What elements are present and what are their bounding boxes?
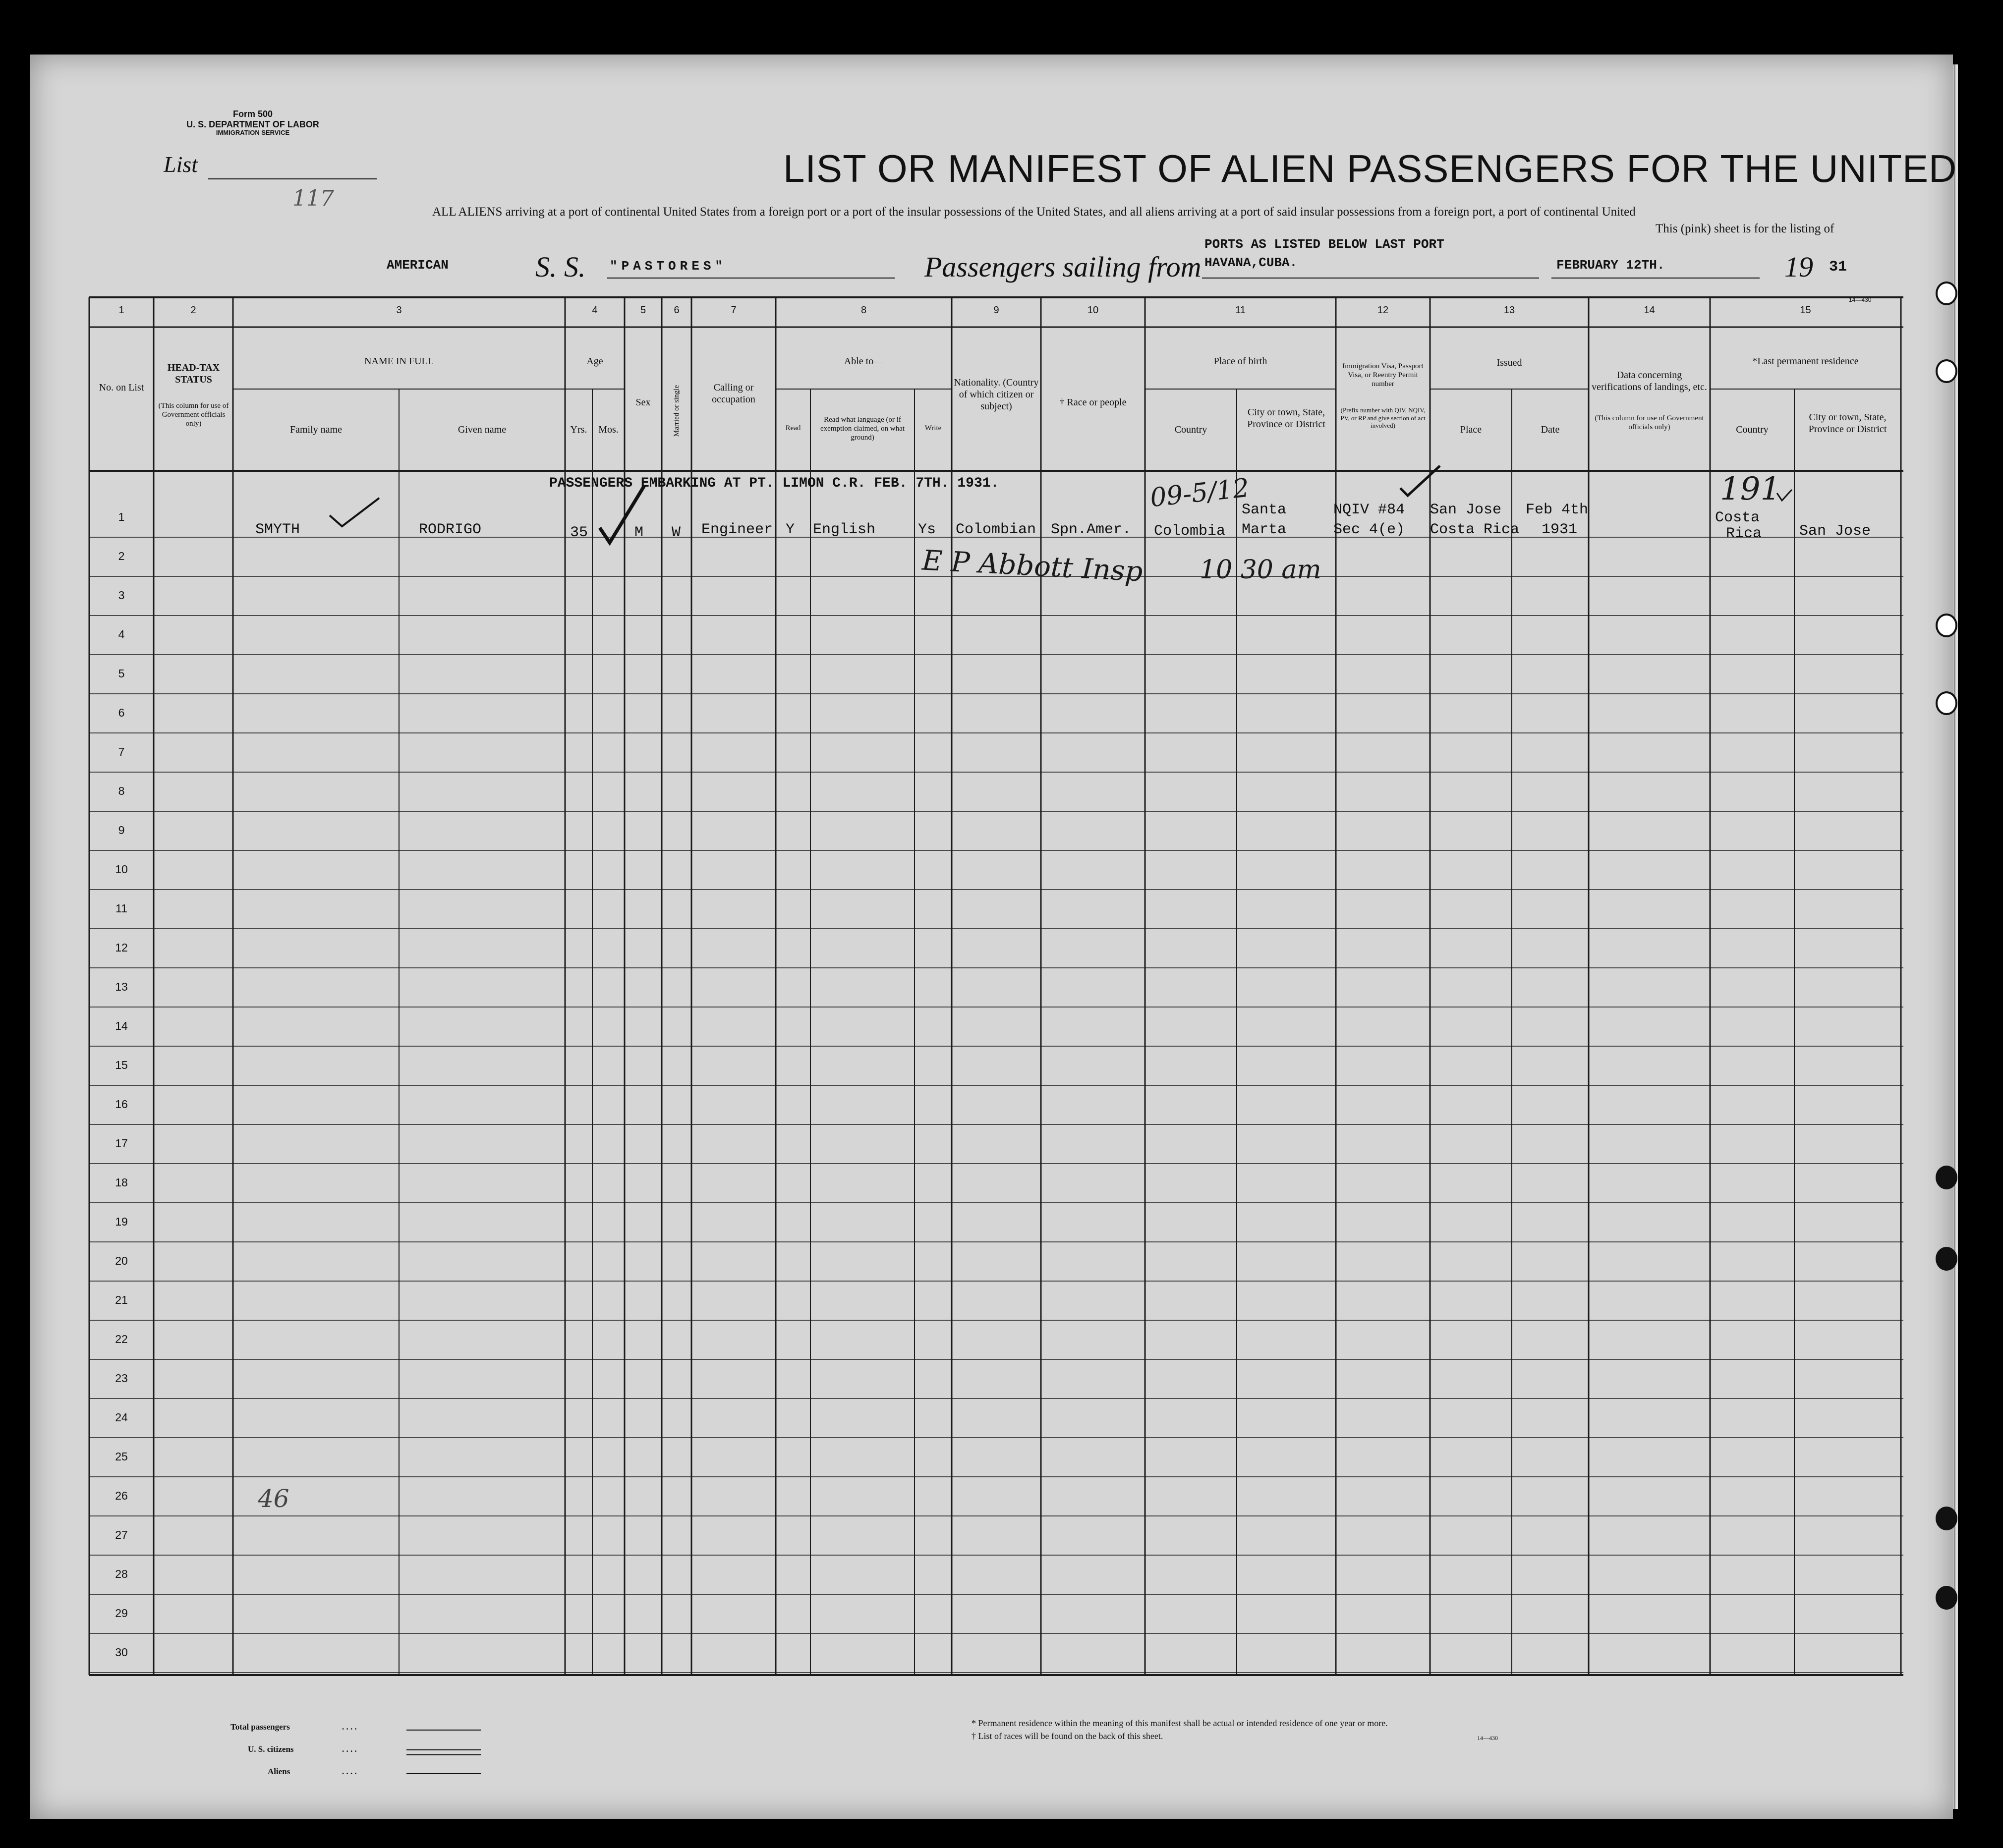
column-number: 8: [860, 305, 867, 316]
punch-hole-icon: [1936, 1586, 1957, 1610]
footnote-races: † List of races will be found on the back of this sheet.: [972, 1731, 1163, 1741]
row-number: 17: [115, 1137, 128, 1150]
age-years: 35: [570, 524, 588, 541]
header-res-country: Country: [1736, 424, 1769, 435]
checkmark-icon: [597, 483, 647, 548]
form-number: Form 500: [232, 109, 273, 119]
row-number: 20: [115, 1254, 128, 1267]
column-number: 11: [1235, 305, 1246, 316]
issued-date-line-1: Feb 4th: [1526, 502, 1589, 518]
row-number: 24: [115, 1411, 128, 1424]
us-citizens-line: [406, 1749, 481, 1750]
year-prefix: 19: [1784, 251, 1813, 283]
column-number: 5: [640, 305, 646, 316]
occupation: Engineer: [701, 521, 773, 538]
punch-hole-icon: [1936, 281, 1957, 305]
total-passengers-dots: . . . .: [342, 1722, 357, 1732]
handwritten-number: 191: [1720, 471, 1781, 507]
visa-line-2: Sec 4(e): [1333, 521, 1405, 538]
punch-hole-icon: [1936, 691, 1957, 715]
port-of-departure: HAVANA,CUBA.: [1204, 255, 1298, 270]
header-name-in-full: NAME IN FULL: [364, 356, 434, 367]
row-number: 28: [115, 1568, 128, 1580]
total-passengers-line: [406, 1730, 481, 1731]
footer-code: 14—430: [1477, 1735, 1498, 1741]
ss-label: S. S.: [535, 251, 586, 283]
row-number: 9: [118, 824, 125, 837]
column-number: 7: [731, 305, 737, 316]
flag: AMERICAN: [387, 258, 449, 273]
year-suffix: 31: [1829, 259, 1847, 276]
header-read: Read: [785, 424, 801, 432]
nationality: Colombian: [956, 521, 1036, 538]
can-write: Ys: [918, 521, 936, 538]
list-label: List: [164, 152, 198, 177]
header-race: † Race or people: [1059, 397, 1127, 408]
header-read-what: Read what language (or if exemption claimed, on what ground): [820, 416, 905, 442]
manifest-sheet: [30, 55, 1953, 1819]
header-last-residence: *Last permanent residence: [1752, 356, 1859, 367]
can-read: Y: [786, 521, 795, 538]
birth-city-line-1: Santa: [1242, 502, 1287, 518]
row-number: 18: [115, 1176, 128, 1189]
punch-hole-icon: [1936, 1166, 1957, 1189]
handwritten-time: 10 30 am: [1200, 555, 1321, 585]
header-visa-note: (Prefix number with QIV, NQIV, PV, or RP and give section of act involved): [1340, 406, 1426, 430]
row-number: 30: [115, 1646, 128, 1659]
header-yrs: Yrs.: [570, 424, 587, 435]
aliens-label: Aliens: [268, 1767, 290, 1776]
row-number: 3: [118, 589, 125, 602]
header-data-concerning: Data concerning verifications of landings, etc.: [1592, 370, 1707, 392]
handwritten-age-note: 09-5/12: [1148, 473, 1251, 513]
column-number: 1: [118, 305, 124, 316]
checkmark-icon: [327, 496, 382, 530]
row-number: 21: [115, 1293, 128, 1306]
header-given-name: Given name: [458, 424, 507, 435]
total-passengers-label: Total passengers: [230, 1722, 290, 1732]
header-calling: Calling or occupation: [712, 382, 755, 405]
birth-city-line-2: Marta: [1242, 521, 1287, 538]
column-number: 13: [1503, 305, 1515, 316]
row-number: 27: [115, 1528, 128, 1541]
issued-place-line-2: Costa Rica: [1430, 521, 1520, 538]
ports-note: PORTS AS LISTED BELOW LAST PORT: [1204, 237, 1444, 252]
residence-country-line-2: Rica: [1726, 525, 1762, 542]
row-number: 29: [115, 1607, 128, 1620]
row-number: 13: [115, 980, 128, 993]
list-line: [208, 178, 377, 179]
punch-hole-icon: [1936, 614, 1957, 637]
row-number: 14: [115, 1019, 128, 1032]
marital-status: W: [672, 524, 681, 541]
row-number: 19: [115, 1215, 128, 1228]
row-number: 25: [115, 1450, 128, 1463]
issued-date-line-2: 1931: [1542, 521, 1578, 538]
corner-code: 14—430: [1849, 296, 1872, 303]
date-line: [1551, 278, 1760, 279]
row-number: 15: [115, 1059, 128, 1071]
punch-hole-icon: [1936, 1247, 1957, 1271]
column-number: 12: [1377, 305, 1389, 316]
language: English: [813, 521, 876, 538]
service-name: IMMIGRATION SERVICE: [216, 129, 290, 137]
row-number: 6: [118, 706, 125, 719]
header-head-tax-note: (This column for use of Government officials only): [158, 402, 229, 428]
family-name: SMYTH: [255, 521, 300, 538]
column-number: 14: [1644, 305, 1655, 316]
punch-hole-icon: [1936, 1507, 1957, 1530]
row-number: 16: [115, 1098, 128, 1111]
header-nationality: Nationality. (Country of which citizen or subject): [954, 377, 1039, 412]
sailing-date: FEBRUARY 12TH.: [1556, 258, 1665, 273]
residence-city: San Jose: [1799, 523, 1871, 540]
row-number: 22: [115, 1333, 128, 1345]
list-mark: 117: [292, 186, 334, 211]
header-visa: Immigration Visa, Passport Visa, or Reentry Permit number: [1342, 362, 1424, 388]
header-birth-country: Country: [1174, 424, 1207, 435]
row-number: 7: [118, 745, 125, 758]
row-number: 26: [115, 1489, 128, 1502]
header-issued: Issued: [1496, 357, 1522, 368]
subtitle-line-2: This (pink) sheet is for the listing of: [1656, 222, 1834, 235]
aliens-dots: . . . .: [342, 1767, 357, 1776]
us-citizens-label: U. S. citizens: [248, 1744, 294, 1754]
row-number: 23: [115, 1372, 128, 1385]
column-number: 4: [592, 305, 598, 316]
header-no-on-list: No. on List: [99, 382, 144, 393]
given-name: RODRIGO: [419, 521, 482, 538]
header-married-or-single: Married or single: [673, 385, 681, 437]
column-number: 6: [674, 305, 680, 316]
column-number: 9: [993, 305, 999, 316]
us-citizens-line-2: [406, 1754, 481, 1755]
ship-name: "PASTORES": [610, 259, 727, 274]
section-heading: PASSENGERS EMBARKING AT PT. LIMON C.R. FEB. 7TH. 1931.: [549, 476, 999, 491]
issued-place-line-1: San Jose: [1430, 502, 1502, 518]
header-data-note: (This column for use of Government officials only): [1595, 414, 1704, 431]
header-issued-date: Date: [1541, 424, 1560, 435]
department-name: U. S. DEPARTMENT OF LABOR: [186, 119, 319, 129]
residence-country-line-1: Costa: [1715, 509, 1760, 526]
header-write: Write: [924, 424, 942, 432]
row-number: 8: [118, 784, 125, 797]
race: Spn.Amer.: [1051, 521, 1132, 538]
row-number: 12: [115, 941, 128, 954]
visa-line-1: NQIV #84: [1333, 502, 1405, 518]
handwritten-page-mark: 46: [258, 1484, 289, 1513]
column-number: 3: [396, 305, 402, 316]
checkmark-icon: [1398, 463, 1442, 498]
row-number: 11: [115, 902, 127, 915]
sex: M: [634, 524, 644, 541]
subtitle-line-1: ALL ALIENS arriving at a port of continental United States from a foreign port or a port of the insular possessions of the United States, and all aliens arriving at a port of said insular possessions from a foreign port, a port of continental United: [432, 205, 1636, 219]
footnote-residence: * Permanent residence within the meaning of this manifest shall be actual or intended residence of one year or more.: [972, 1718, 1388, 1728]
header-able-to: Able to—: [844, 356, 884, 367]
header-mos: Mos.: [598, 424, 619, 435]
punch-hole-icon: [1936, 359, 1957, 383]
passengers-sailing-label: Passengers sailing from: [924, 251, 1202, 283]
aliens-line: [406, 1773, 481, 1774]
header-birth-city: City or town, State, Province or District: [1247, 407, 1325, 430]
handwritten-inspector: E P Abbott Insp: [921, 544, 1144, 588]
header-head-tax: HEAD-TAX STATUS: [167, 362, 220, 385]
row-number: 2: [118, 550, 125, 562]
header-family-name: Family name: [290, 424, 342, 435]
column-number: 15: [1800, 305, 1811, 316]
checkmark-icon: [1774, 488, 1794, 503]
port-line: [1202, 278, 1539, 279]
column-number: 10: [1087, 305, 1099, 316]
row-number: 4: [118, 628, 125, 641]
header-sex: Sex: [635, 397, 651, 408]
column-number: 2: [190, 305, 196, 316]
page-title: LIST OR MANIFEST OF ALIEN PASSENGERS FOR THE UNITED: [783, 147, 1957, 190]
row-number: 5: [118, 667, 125, 680]
form-header: [144, 109, 362, 137]
header-issued-place: Place: [1460, 424, 1482, 435]
header-place-of-birth: Place of birth: [1213, 356, 1267, 367]
us-citizens-dots: . . . .: [342, 1744, 357, 1754]
ship-line: [607, 278, 895, 279]
header-age: Age: [586, 356, 603, 367]
header-res-city: City or town, State, Province or District: [1808, 412, 1887, 435]
row-number: 1: [118, 510, 125, 523]
birth-country: Colombia: [1154, 523, 1226, 540]
row-number: 10: [115, 863, 128, 876]
